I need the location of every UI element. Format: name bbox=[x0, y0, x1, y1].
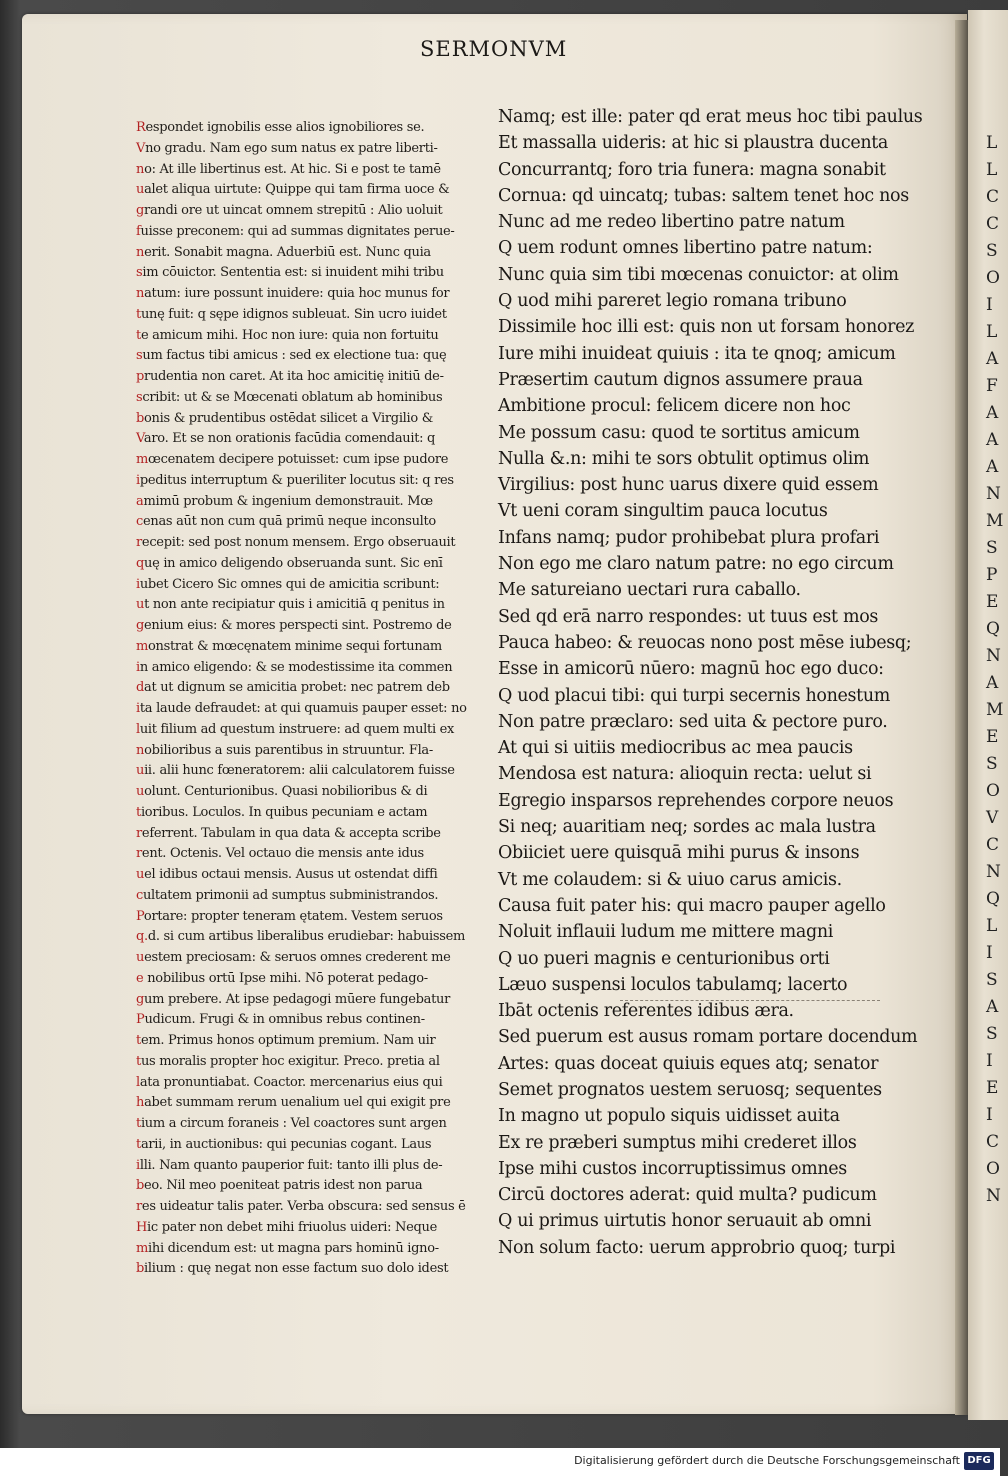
facing-page-initial: A bbox=[986, 403, 999, 423]
facing-page-initial: N bbox=[986, 862, 1001, 882]
commentary-line: q.d. si cum artibus liberalibus erudiebar: habuissem bbox=[136, 929, 466, 945]
verse-line: Ex re præberi sumptus mihi crederet illos bbox=[498, 1132, 857, 1153]
facing-page-initial: O bbox=[986, 268, 1000, 288]
facing-page-initial: L bbox=[986, 322, 998, 342]
commentary-line: beo. Nil meo poeniteat patris idest non parua bbox=[136, 1178, 423, 1194]
verse-line: At qui si uitiis mediocribus ac mea paucis bbox=[498, 738, 853, 759]
commentary-line: uii. alii hunc fœneratorem: alii calculatorem fuisse bbox=[136, 763, 455, 779]
verse-line: Me possum casu: quod te sortitus amicum bbox=[498, 422, 860, 443]
verse-line: Q uod placui tibi: qui turpi secernis honestum bbox=[498, 685, 890, 706]
verse-line: Sed puerum est ausus romam portare docendum bbox=[498, 1027, 918, 1048]
facing-page-initial: A bbox=[986, 349, 999, 369]
verse-line: Præsertim cautum dignos assumere praua bbox=[498, 369, 863, 390]
facing-page-initial: E bbox=[986, 592, 999, 612]
commentary-line: natum: iure possunt inuidere: quia hoc munus for bbox=[136, 286, 450, 301]
commentary-line: amimū probum & ingenium demonstrauit. Mœ bbox=[136, 493, 433, 509]
facing-page-initial: L bbox=[986, 133, 998, 153]
facing-page-initial: M bbox=[986, 700, 1004, 720]
facing-page-initial: Q bbox=[986, 619, 1000, 639]
commentary-line: uestem preciosam: & seruos omnes crederent me bbox=[136, 950, 451, 965]
commentary-line: ipeditus interruptum & pueriliter locutus sit: q res bbox=[136, 472, 454, 488]
facing-page-initial: I bbox=[986, 943, 993, 963]
commentary-line: mihi dicendum est: ut magna pars hominū igno- bbox=[136, 1240, 439, 1256]
facing-page-initial: V bbox=[986, 808, 999, 828]
verse-line: Læuo suspensi loculos tabulamq; lacerto bbox=[498, 974, 848, 995]
verse-line: Semet prognatos uestem seruosq; sequentes bbox=[498, 1079, 882, 1100]
commentary-line: rent. Octenis. Vel octauo die mensis ante idus bbox=[136, 846, 424, 862]
commentary-line: referrent. Tabulam in qua data & accepta scribe bbox=[136, 825, 441, 841]
verse-line: Vt me colaudem: si & uiuo carus amicis. bbox=[498, 869, 842, 890]
commentary-line: dat ut dignum se amicitia probet: nec patrem deb bbox=[136, 680, 450, 696]
commentary-line: nobilioribus a suis parentibus in struuntur. Fla- bbox=[136, 742, 433, 758]
commentary-line: illi. Nam quanto pauperior fuit: tanto illi plus de- bbox=[136, 1157, 443, 1173]
commentary-line: genium eius: & mores perspecti sint. Postremo de bbox=[136, 618, 452, 633]
verse-line: Non ego me claro natum patre: no ego circum bbox=[498, 554, 894, 575]
commentary-line: scribit: ut & se Mœcenati oblatum ab hominibus bbox=[136, 389, 443, 405]
facing-page-initials bbox=[986, 130, 1006, 1210]
verse-line: Artes: quas doceat quiuis eques atq; senator bbox=[498, 1053, 879, 1074]
commentary-line: in amico eligendo: & se modestissime ita commen bbox=[136, 659, 453, 675]
verse-line: Nunc quia sim tibi mœcenas conuictor: at olim bbox=[498, 264, 899, 285]
verse-column bbox=[498, 104, 938, 1261]
verse-line: Concurrantq; foro tria funera: magna sonabit bbox=[498, 159, 886, 180]
verse-line: Pauca habeo: & reuocas nono post mēse iubesq; bbox=[498, 632, 912, 653]
facing-page-initial: Q bbox=[986, 889, 1000, 909]
dfg-logo: DFG bbox=[964, 1452, 994, 1470]
verse-line: Nulla &.n: mihi te sors obtulit optimus olim bbox=[498, 448, 870, 469]
commentary-line: sum factus tibi amicus : sed ex electione tua: quę bbox=[136, 348, 447, 364]
commentary-line: no: At ille libertinus est. At hic. Si e post te tamē bbox=[136, 161, 441, 177]
facing-page-initial: F bbox=[986, 376, 998, 396]
commentary-line: tunę fuit: q sępe idignos subleuat. Sin ucro iuidet bbox=[136, 306, 447, 322]
verse-line: Circū doctores aderat: quid multa? pudicum bbox=[498, 1185, 877, 1206]
facing-page-initial: A bbox=[986, 457, 999, 477]
verse-line: Obiiciet uere quisquā mihi purus & insons bbox=[498, 843, 860, 864]
commentary-line: tioribus. Loculos. In quibus pecuniam e actam bbox=[136, 804, 428, 820]
commentary-column bbox=[136, 118, 492, 1280]
verse-line: Q uo pueri magnis e centurionibus orti bbox=[498, 948, 830, 969]
facing-page-initial: E bbox=[986, 727, 999, 747]
commentary-line: cultatem primonii ad sumptus subministrandos. bbox=[136, 887, 439, 903]
pencil-mark bbox=[620, 1000, 880, 1002]
facing-page-initial: O bbox=[986, 781, 1000, 801]
commentary-line: Portare: propter teneram ętatem. Vestem seruos bbox=[136, 908, 443, 924]
verse-line: Ambitione procul: felicem dicere non hoc bbox=[498, 396, 851, 417]
commentary-line: uolunt. Centurionibus. Quasi nobilioribus & di bbox=[136, 784, 428, 799]
running-head: SERMONVM bbox=[420, 37, 568, 61]
verse-line: Dissimile hoc illi est: quis non ut forsam honorez bbox=[498, 317, 914, 338]
verse-line: Infans namq; pudor prohibebat plura profari bbox=[498, 527, 880, 548]
commentary-line: tem. Primus honos optimum premium. Nam uir bbox=[136, 1033, 436, 1048]
facing-page-initial: C bbox=[986, 1132, 1000, 1152]
verse-line: Non patre præclaro: sed uita & pectore puro. bbox=[498, 711, 888, 732]
commentary-line: tium a circum foraneis : Vel coactores sunt argen bbox=[136, 1116, 447, 1131]
verse-line: Si neq; auaritiam neq; sordes ac mala lustra bbox=[498, 817, 876, 838]
commentary-line: cenas aūt non cum quā primū neque inconsulto bbox=[136, 514, 436, 530]
commentary-line: recepit: sed post nonum mensem. Ergo obseruauit bbox=[136, 535, 456, 550]
commentary-line: te amicum mihi. Hoc non iure: quia non fortuitu bbox=[136, 327, 439, 343]
verse-line: Vt ueni coram singultim pauca locutus bbox=[498, 501, 828, 522]
commentary-line: Pudicum. Frugi & in omnibus rebus continen- bbox=[136, 1012, 425, 1028]
footer-credit: Digitalisierung gefördert durch die Deutsche Forschungsgemeinschaft bbox=[574, 1454, 960, 1467]
facing-page-initial: S bbox=[986, 1024, 998, 1044]
verse-line: Namq; est ille: pater qd erat meus hoc tibi paulus bbox=[498, 107, 923, 127]
facing-page-initial: I bbox=[986, 1051, 993, 1071]
facing-page-initial: S bbox=[986, 241, 998, 261]
commentary-line: prudentia non caret. At ita hoc amicitię initiū de- bbox=[136, 369, 444, 384]
facing-page-initial: M bbox=[986, 511, 1004, 531]
commentary-line: grandi ore ut uincat omnem strepitū : Alio uoluit bbox=[136, 203, 443, 218]
commentary-line: habet summam rerum uenalium uel qui exigit pre bbox=[136, 1095, 451, 1111]
facing-page-initial: A bbox=[986, 997, 999, 1017]
verse-line: Mendosa est natura: alioquin recta: uelut si bbox=[498, 764, 872, 785]
commentary-line: nerit. Sonabit magna. Aduerbiū est. Nunc quia bbox=[136, 244, 431, 260]
verse-line: Egregio insparsos reprehendes corpore neuos bbox=[498, 790, 894, 811]
facing-page-initial: I bbox=[986, 1105, 993, 1125]
verse-line: Esse in amicorū nūero: magnū hoc ego duco: bbox=[498, 659, 884, 680]
commentary-line: Vno gradu. Nam ego sum natus ex patre liberti- bbox=[136, 140, 438, 156]
facing-page-initial: N bbox=[986, 484, 1001, 504]
commentary-line: ita laude defraudet: at qui quamuis pauper esset: no bbox=[136, 701, 467, 716]
facing-page-initial: S bbox=[986, 970, 998, 990]
commentary-line: Hic pater non debet mihi friuolus uideri: Neque bbox=[136, 1219, 437, 1235]
verse-line: Cornua: qd uincatq; tubas: saltem tenet hoc nos bbox=[498, 185, 909, 206]
commentary-line: monstrat & mœcęnatem minime sequi fortunam bbox=[136, 638, 442, 654]
commentary-line: sim cōuictor. Sententia est: si inuident mihi tribu bbox=[136, 265, 444, 281]
commentary-line: tus moralis propter hoc exigitur. Preco. pretia al bbox=[136, 1053, 440, 1069]
commentary-line: lata pronuntiabat. Coactor. mercenarius eius qui bbox=[136, 1074, 443, 1090]
commentary-line: e nobilibus ortū Ipse mihi. Nō poterat pedago- bbox=[136, 970, 428, 986]
commentary-line: ualet aliqua uirtute: Quippe qui tam firma uoce & bbox=[136, 182, 450, 198]
facing-page-initial: P bbox=[986, 565, 998, 585]
verse-line: Causa fuit pater his: qui macro pauper agello bbox=[498, 895, 886, 916]
verse-line: Q uem rodunt omnes libertino patre natum: bbox=[498, 238, 873, 259]
facing-page-initial: S bbox=[986, 538, 998, 558]
verse-line: Ipse mihi custos incorruptissimus omnes bbox=[498, 1158, 847, 1179]
facing-page-initial: C bbox=[986, 214, 1000, 234]
facing-page-initial: L bbox=[986, 916, 998, 936]
verse-line: Q uod mihi pareret legio romana tribuno bbox=[498, 291, 847, 312]
facing-page-initial: C bbox=[986, 187, 1000, 207]
verse-line: Q ui primus uirtutis honor seruauit ab omni bbox=[498, 1211, 872, 1232]
verse-line: Noluit inflauii ludum me mittere magni bbox=[498, 922, 834, 943]
facing-page-initial: N bbox=[986, 1186, 1001, 1206]
verse-line: Virgilius: post hunc uarus dixere quid essem bbox=[498, 475, 879, 496]
commentary-line: bilium : quę negat non esse factum suo dolo idest bbox=[136, 1261, 449, 1277]
facing-page-initial: A bbox=[986, 673, 999, 693]
footer-bar bbox=[0, 1448, 1000, 1476]
facing-page-initial: I bbox=[986, 295, 993, 315]
verse-line: Me satureiano uectari rura caballo. bbox=[498, 580, 801, 601]
verse-line: Sed qd erā narro respondes: ut tuus est mos bbox=[498, 606, 879, 627]
commentary-line: fuisse preconem: qui ad summas dignitates perue- bbox=[136, 223, 455, 239]
commentary-line: res uideatur talis pater. Verba obscura: sed sensus ē bbox=[136, 1199, 466, 1214]
commentary-line: luit filium ad questum instruere: ad quem multi ex bbox=[136, 721, 455, 737]
commentary-line: tarii, in auctionibus: qui pecunias cogant. Laus bbox=[136, 1136, 432, 1152]
facing-page-initial: E bbox=[986, 1078, 999, 1098]
verse-line: Iure mihi inuideat quiuis : ita te qnoq; amicum bbox=[498, 343, 896, 364]
commentary-line: Varo. Et se non orationis facūdia comendauit: q bbox=[136, 431, 436, 447]
commentary-line: quę in amico deligendo obseruanda sunt. Sic enī bbox=[136, 555, 443, 571]
commentary-line: Respondet ignobilis esse alios ignobiliores se. bbox=[136, 120, 425, 135]
verse-line: Et massalla uideris: at hic si plaustra ducenta bbox=[498, 133, 889, 154]
verse-line: Nunc ad me redeo libertino patre natum bbox=[498, 212, 845, 233]
commentary-line: ut non ante recipiatur quis i amicitiā q penitus in bbox=[136, 597, 445, 613]
commentary-line: bonis & prudentibus ostēdat silicet a Virgilio & bbox=[136, 410, 434, 426]
facing-page-initial: S bbox=[986, 754, 998, 774]
commentary-line: gum prebere. At ipse pedagogi mūere fungebatur bbox=[136, 991, 451, 1007]
facing-page-initial: L bbox=[986, 160, 998, 180]
facing-page-initial: O bbox=[986, 1159, 1000, 1179]
commentary-line: mœcenatem decipere potuisset: cum ipse pudore bbox=[136, 452, 449, 467]
commentary-line: iubet Cicero Sic omnes qui de amicitia scribunt: bbox=[136, 576, 440, 592]
verse-line: Ibāt octenis referentes idibus æra. bbox=[498, 1001, 794, 1022]
verse-line: Non solum facto: uerum approbrio quoq; turpi bbox=[498, 1237, 896, 1258]
facing-page-initial: A bbox=[986, 430, 999, 450]
facing-page-initial: N bbox=[986, 646, 1001, 666]
commentary-line: uel idibus octaui mensis. Ausus ut ostendat diffi bbox=[136, 867, 438, 882]
facing-page-initial: C bbox=[986, 835, 1000, 855]
verse-line: In magno ut populo siquis uidisset auita bbox=[498, 1106, 840, 1127]
